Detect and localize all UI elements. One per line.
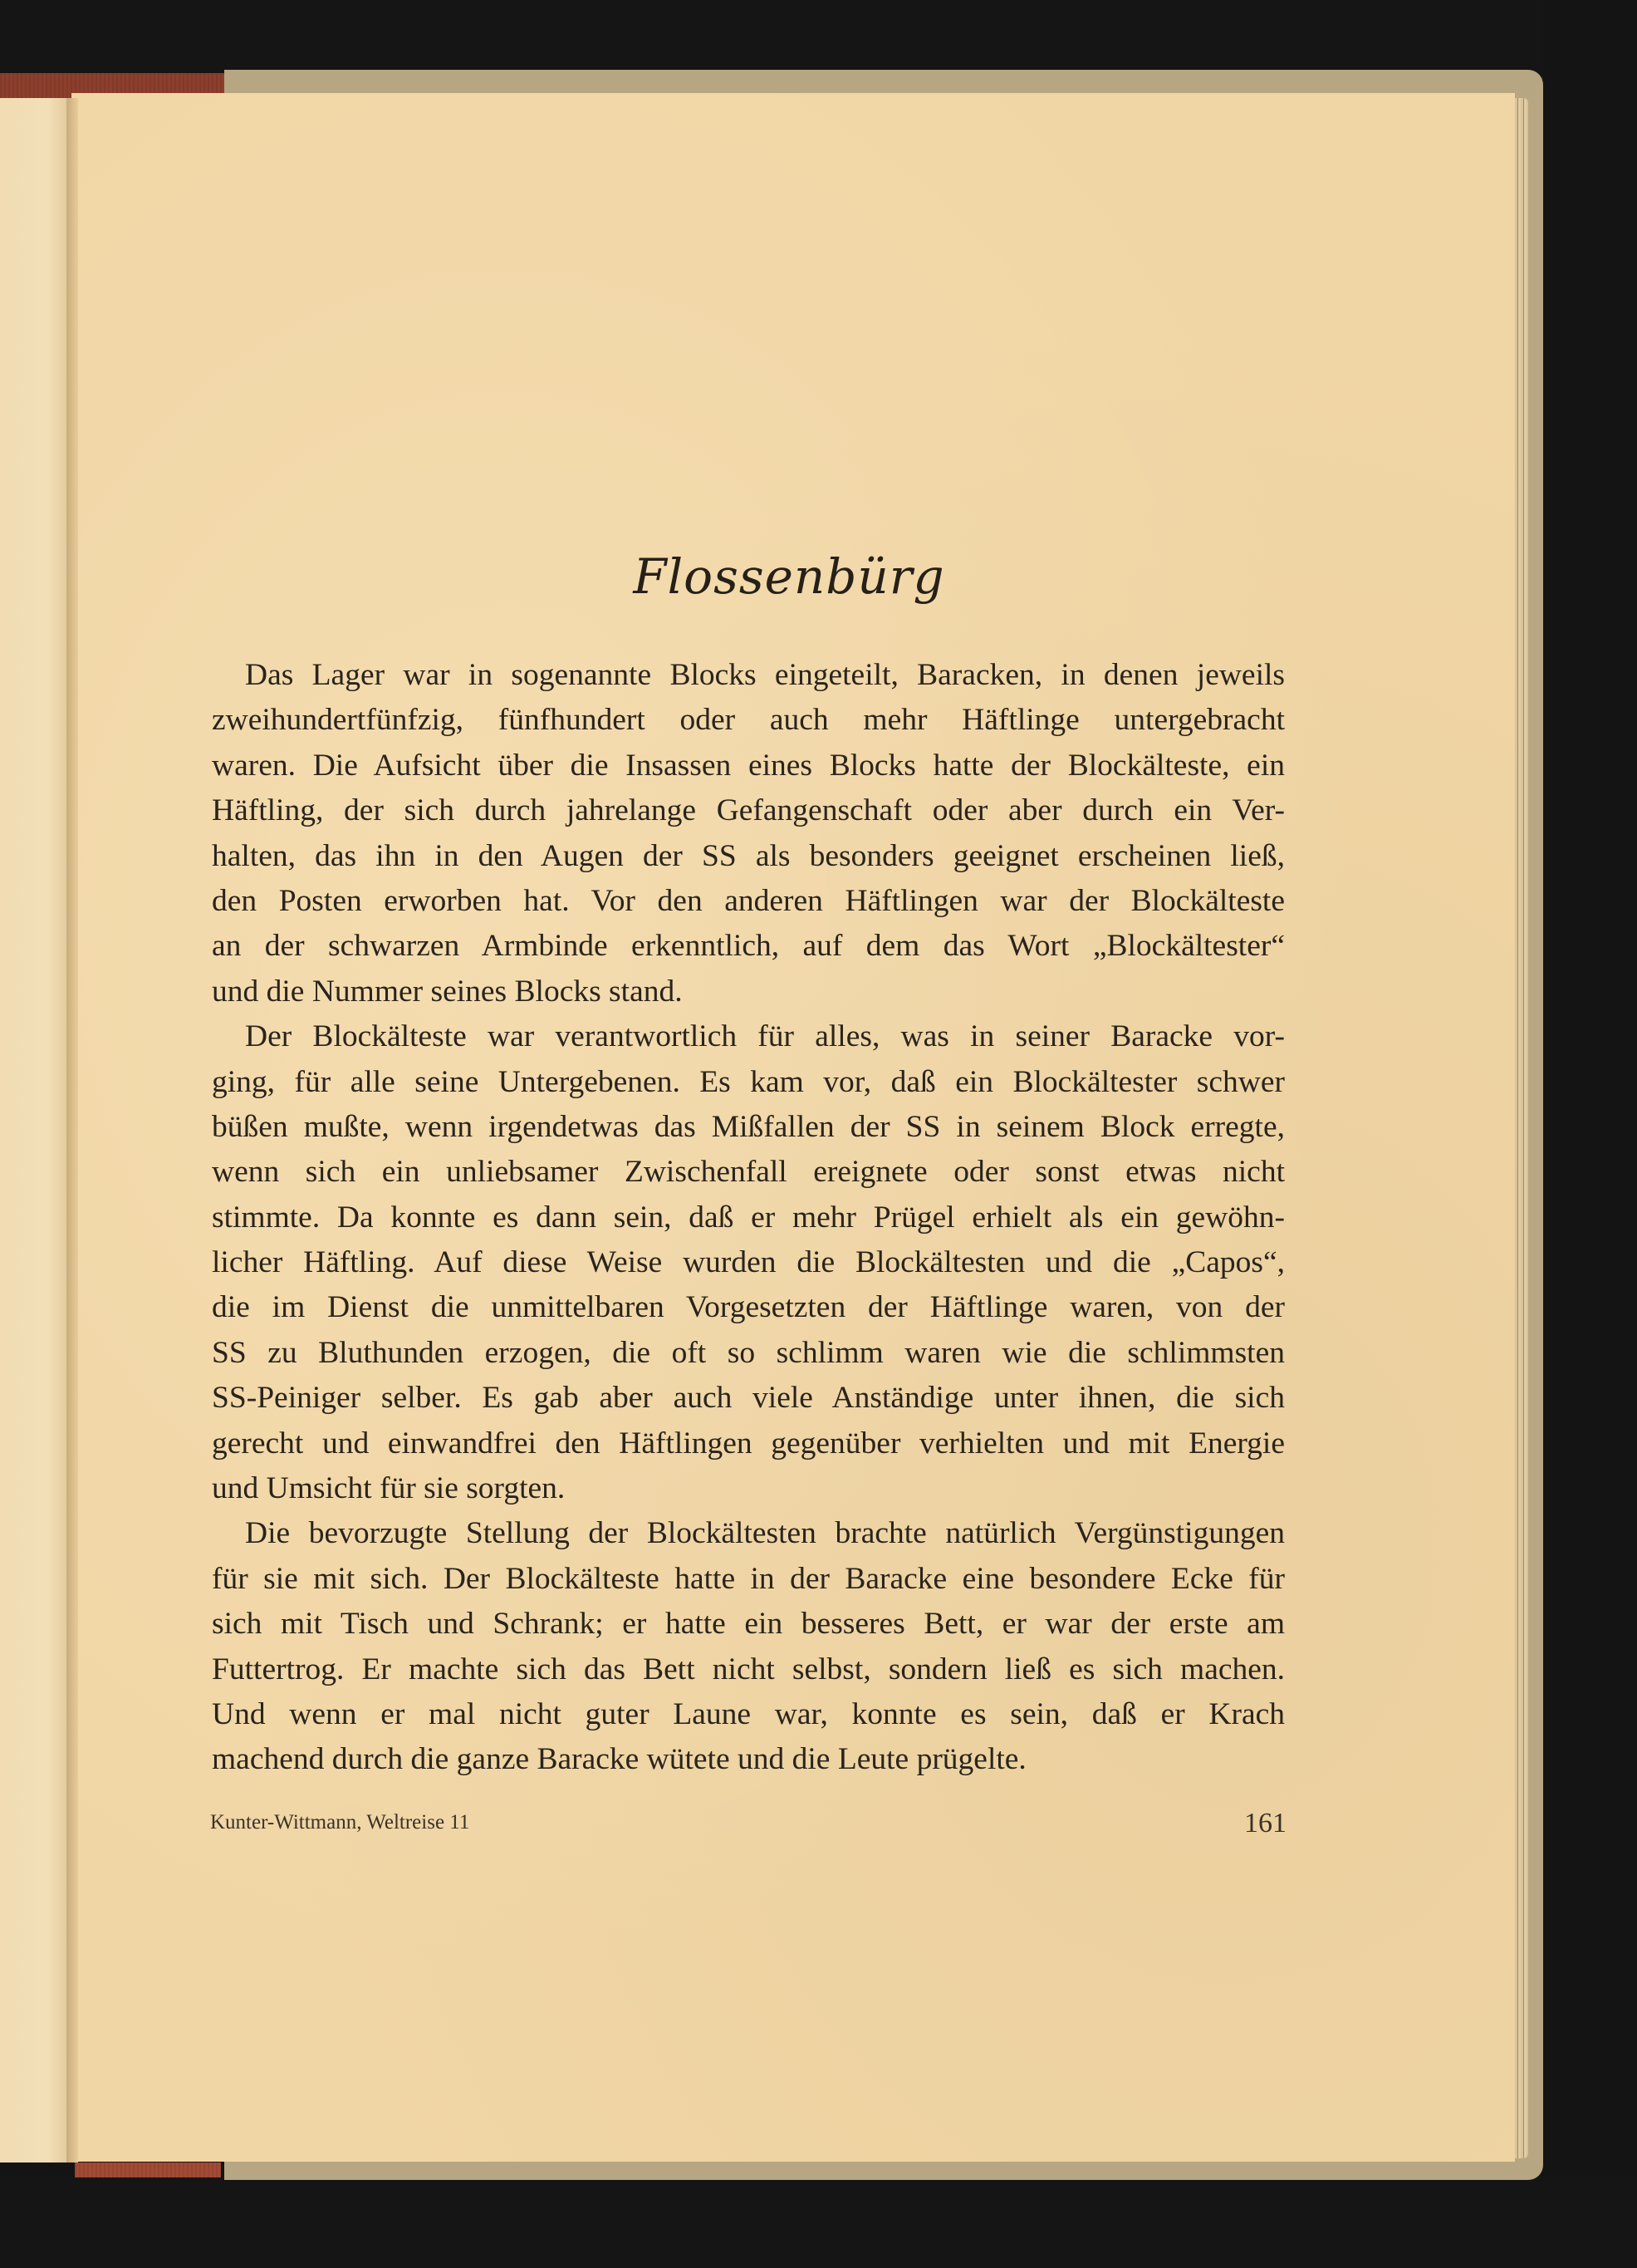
text-line: Futtertrog. Er machte sich das Bett nicht selbst, sondern ließ es sich machen.	[212, 1652, 1285, 1686]
text-line: für sie mit sich. Der Blockälteste hatte in der Baracke eine besondere Ecke für	[212, 1561, 1285, 1596]
text-line: die im Dienst die unmittelbaren Vorgesetzten der Häftlinge waren, von der	[212, 1290, 1285, 1325]
text-line: halten, das ihn in den Augen der SS als besonders geeignet erscheinen ließ,	[212, 838, 1285, 873]
scan-backdrop-top	[0, 0, 1637, 76]
text-line: büßen mußte, wenn irgendetwas das Mißfallen der SS in seinem Block erregte,	[212, 1109, 1285, 1144]
text-line: Der Blockälteste war verantwortlich für alles, was in seiner Baracke vor-	[245, 1019, 1285, 1054]
text-line: Das Lager war in sogenannte Blocks eingeteilt, Baracken, in denen jeweils	[245, 658, 1285, 692]
text-line: gerecht und einwandfrei den Häftlingen gegenüber verhielten und mit Energie	[212, 1426, 1285, 1460]
text-line: licher Häftling. Auf diese Weise wurden die Blockältesten und die „Capos“,	[212, 1245, 1285, 1280]
text-line: an der schwarzen Armbinde erkenntlich, auf dem das Wort „Blockältester“	[212, 929, 1285, 964]
scan-backdrop-bottom	[0, 2177, 1637, 2268]
page-number: 161	[1244, 1808, 1287, 1838]
text-line: stimmte. Da konnte es dann sein, daß er mehr Prügel erhielt als ein gewöhn-	[212, 1200, 1285, 1235]
text-line: zweihundertfünfzig, fünfhundert oder auch mehr Häftlinge untergebracht	[212, 703, 1285, 738]
book-gutter	[66, 98, 78, 2162]
text-line: waren. Die Aufsicht über die Insassen eines Blocks hatte der Blockälteste, ein	[212, 748, 1285, 783]
facing-page-edge	[0, 98, 69, 2162]
chapter-title: Flossenbürg	[633, 548, 945, 605]
text-line: sich mit Tisch und Schrank; er hatte ein besseres Bett, er war der erste am	[212, 1607, 1285, 1642]
paragraph-1	[212, 653, 1285, 1014]
text-line: Häftling, der sich durch jahrelange Gefangenschaft oder aber durch ein Ver-	[212, 793, 1285, 828]
text-line: machend durch die ganze Baracke wütete und die Leute prügelte.	[212, 1742, 1027, 1777]
scan-backdrop-right	[1543, 0, 1637, 2268]
text-line: Die bevorzugte Stellung der Blockältesten brachte natürlich Vergünstigungen	[245, 1516, 1285, 1551]
text-line: und Umsicht für sie sorgten.	[212, 1471, 566, 1506]
text-line: den Posten erworben hat. Vor den anderen Häftlingen war der Blockälteste	[212, 883, 1285, 918]
text-line: SS zu Bluthunden erzogen, die oft so schlimm waren wie die schlimmsten	[212, 1335, 1285, 1370]
paragraph-3	[212, 1511, 1285, 1782]
body-text	[212, 653, 1285, 1783]
text-line: ging, für alle seine Untergebenen. Es kam vor, daß ein Blockältester schwer	[212, 1064, 1285, 1099]
spine-cloth-bottom	[75, 2162, 221, 2177]
text-line: und die Nummer seines Blocks stand.	[212, 974, 683, 1009]
text-line: Und wenn er mal nicht guter Laune war, konnte es sein, daß er Krach	[212, 1696, 1285, 1731]
text-line: SS-Peiniger selber. Es gab aber auch viele Anständige unter ihnen, die sich	[212, 1381, 1285, 1416]
signature-mark: Kunter-Wittmann, Weltreise 11	[210, 1811, 470, 1834]
text-line: wenn sich ein unliebsamer Zwischenfall ereignete oder sonst etwas nicht	[212, 1155, 1285, 1190]
paragraph-2	[212, 1014, 1285, 1511]
